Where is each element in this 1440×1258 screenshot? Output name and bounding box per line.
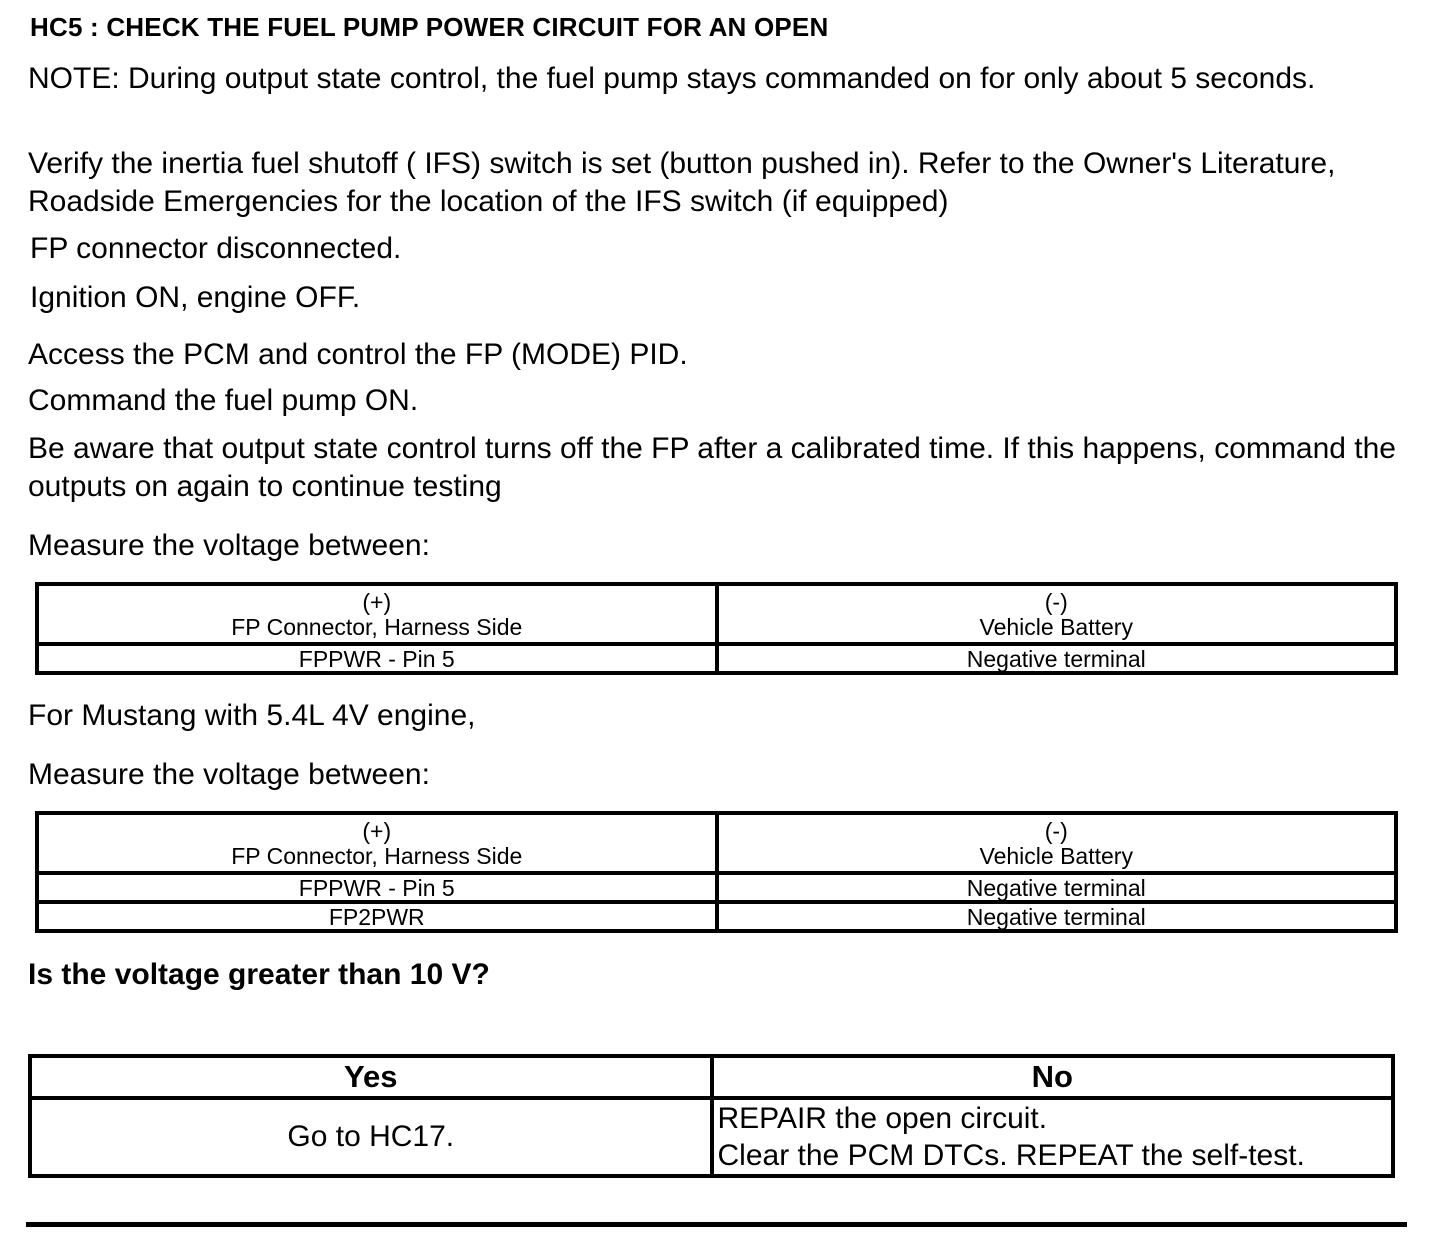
negative-symbol: (-): [1044, 589, 1068, 615]
positive-cell: FP2PWR: [37, 902, 717, 931]
measure-voltage-label-1: Measure the voltage between:: [28, 529, 430, 562]
negative-label: Vehicle Battery: [979, 843, 1133, 869]
table-row: [37, 902, 1396, 931]
no-action-line-1: REPAIR the open circuit.: [717, 1102, 1048, 1135]
mustang-note-text: For Mustang with 5.4L 4V engine,: [28, 699, 476, 732]
no-action-line-2: Clear the PCM DTCs. REPEAT the self-test.: [717, 1139, 1305, 1172]
result-table: [28, 1054, 1395, 1178]
negative-cell: Negative terminal: [717, 873, 1397, 902]
measurement-table-1: [35, 582, 1398, 675]
negative-label: Vehicle Battery: [979, 614, 1133, 640]
negative-symbol: (-): [1044, 818, 1068, 844]
measurement-table-2: [35, 811, 1398, 933]
positive-cell: FPPWR - Pin 5: [37, 644, 717, 673]
positive-column-header: [37, 813, 717, 873]
positive-cell: FPPWR - Pin 5: [37, 873, 717, 902]
table-row: [37, 873, 1396, 902]
no-action: [712, 1098, 1394, 1176]
negative-column-header: [717, 813, 1397, 873]
access-pcm-text: Access the PCM and control the FP (MODE) PID.: [28, 338, 688, 371]
negative-cell: Negative terminal: [717, 902, 1397, 931]
voltage-question: Is the voltage greater than 10 V?: [28, 958, 490, 991]
positive-symbol: (+): [362, 589, 392, 615]
yes-action-link[interactable]: Go to HC17.: [30, 1098, 712, 1176]
measure-voltage-label-2: Measure the voltage between:: [28, 758, 430, 791]
ignition-text: Ignition ON, engine OFF.: [30, 281, 361, 314]
negative-cell: Negative terminal: [717, 644, 1397, 673]
output-state-warning-text: Be aware that output state control turns off the FP after a calibrated time. If this happens, command the outputs on again to continue testing: [28, 432, 1396, 503]
table-row: [37, 644, 1396, 673]
yes-header: Yes: [30, 1056, 712, 1098]
verify-ifs-text: Verify the inertia fuel shutoff ( IFS) switch is set (button pushed in). Refer to the Owner's Literature, Roadside Emergencies for the location of the IFS switch (if equipped): [28, 147, 1336, 218]
positive-label: FP Connector, Harness Side: [231, 843, 523, 869]
positive-symbol: (+): [362, 818, 392, 844]
no-header: No: [712, 1056, 1394, 1098]
note-text: NOTE: During output state control, the fuel pump stays commanded on for only about 5 seconds.: [28, 62, 1316, 95]
positive-column-header: [37, 584, 717, 644]
positive-label: FP Connector, Harness Side: [231, 614, 523, 640]
command-fp-text: Command the fuel pump ON.: [28, 384, 419, 417]
fp-connector-text: FP connector disconnected.: [30, 232, 402, 265]
negative-column-header: [717, 584, 1397, 644]
bottom-divider: [26, 1222, 1407, 1227]
page-heading: HC5 : CHECK THE FUEL PUMP POWER CIRCUIT FOR AN OPEN: [30, 12, 829, 42]
